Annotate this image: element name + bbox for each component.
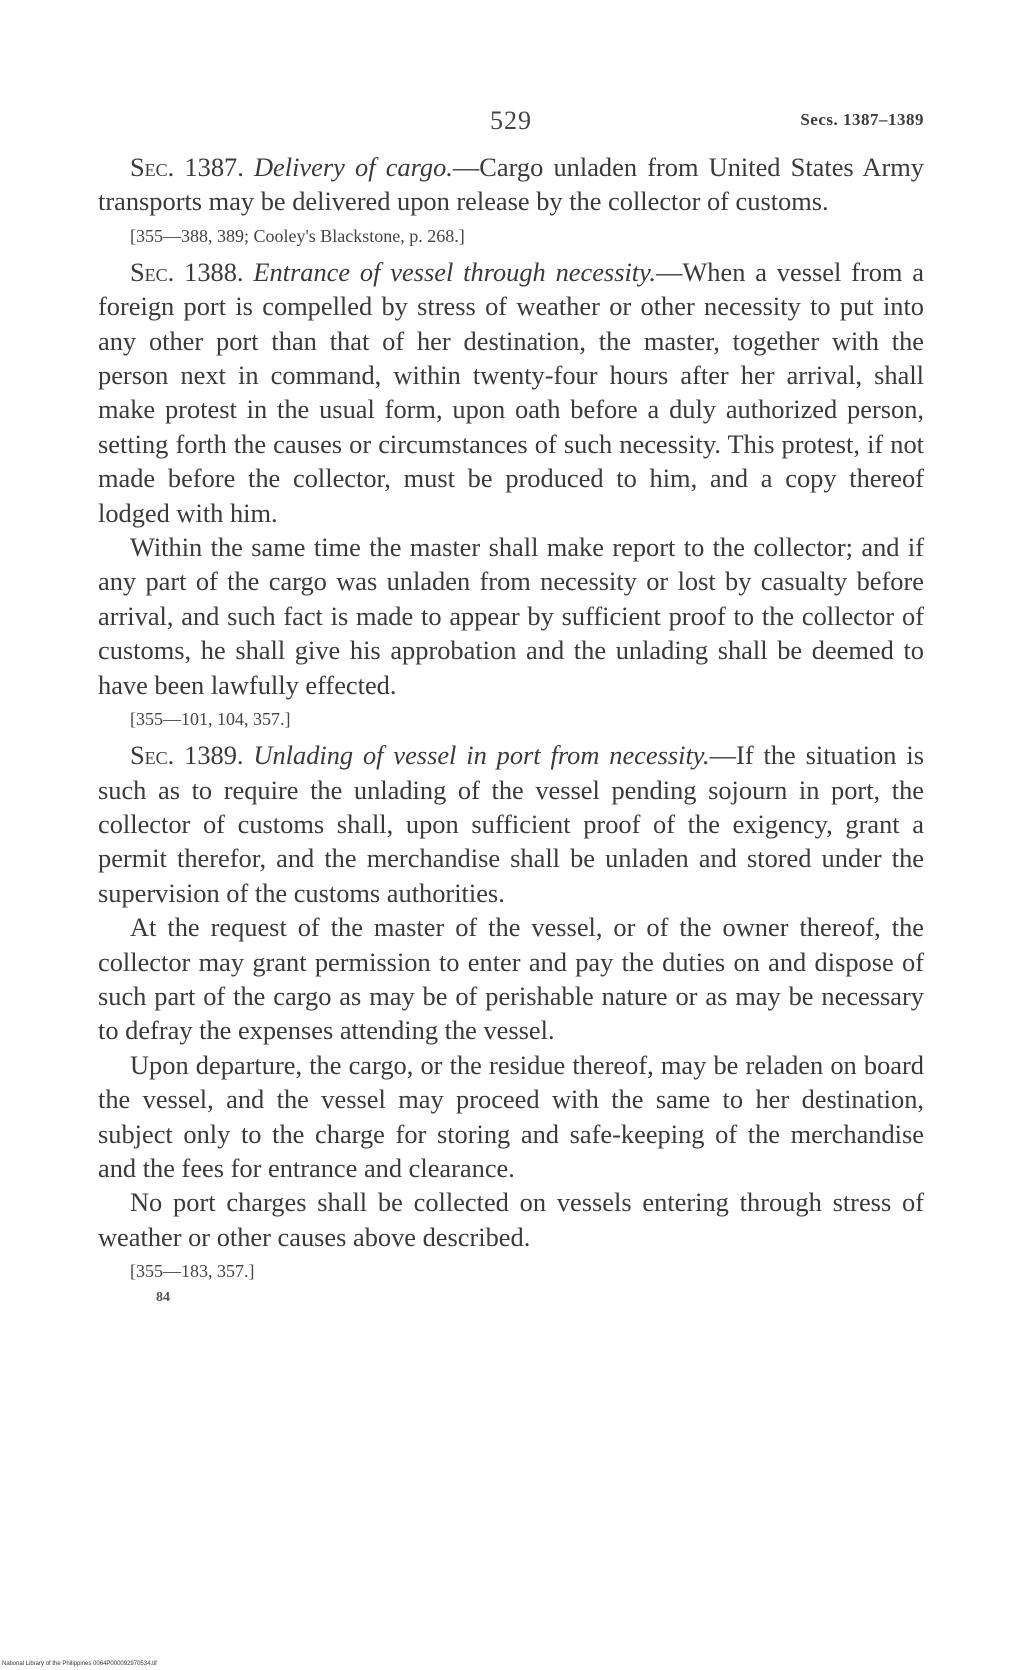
page-header — [98, 100, 924, 150]
paragraph: At the request of the master of the vessel, or of the owner thereof, the collector may grant permission to enter and pay the duties on and dispose of such part of the cargo as may be of perishable nature or as may be necessary to defray the expenses attending the vessel. — [98, 912, 924, 1046]
document-page — [98, 100, 924, 1306]
citation: [355—388, 389; Cooley's Blackstone, p. 268.] — [130, 225, 465, 246]
paragraph-text: —When a vessel from a foreign port is compelled by stress of weather or other necessity to put into any other port than that of her destination, the master, together with the person next in command, within twenty-four hours after her arrival, shall make protest in the usual form, upon oath before a duly authorized person, setting forth the causes or circumstances of such necessity. This protest, if not made before the collector, must be produced to him, and a copy thereof lodged with him. — [98, 256, 924, 528]
section-title: Unlading of vessel in port from necessity. — [253, 740, 710, 771]
citation: [355—101, 104, 357.] — [130, 709, 291, 730]
paragraph: Upon departure, the cargo, or the residue thereof, may be reladen on board the vessel, and the vessel may proceed with the same to her destination, subject only to the charge for storing and safe-keeping of the merchandise and the fees for entrance and clearance. — [98, 1049, 924, 1183]
paragraph: Within the same time the master shall make report to the collector; and if any part of the cargo was unladen from necessity or lost by casualty before arrival, and such fact is made to appear by sufficient proof to the collector of customs, he shall give his approbation and the unlading shall be deemed to have been lawfully effected. — [98, 532, 924, 700]
running-head: Secs. 1387–1389 — [800, 110, 924, 129]
section-1387 — [98, 150, 924, 251]
paragraph-text: —Cargo unladen from United States Army transports may be delivered upon release by the collector of customs. — [98, 152, 924, 217]
signature-mark: 84 — [156, 1290, 170, 1306]
section-paragraph — [98, 255, 924, 530]
section-label: Sec. 1388. — [130, 256, 244, 287]
section-label: Sec. 1387. — [130, 152, 244, 182]
section-label: Sec. 1389. — [130, 740, 244, 771]
section-title: Entrance of vessel through necessity. — [253, 256, 656, 287]
paragraph: No port charges shall be collected on vessels entering through stress of weather or other causes above described. — [98, 1187, 924, 1252]
section-paragraph — [98, 738, 924, 910]
section-1389 — [98, 738, 924, 1286]
section-1388 — [98, 255, 924, 734]
section-paragraph — [98, 150, 924, 219]
page-number: 529 — [490, 106, 532, 135]
citation: [355—183, 357.] — [130, 1261, 255, 1282]
library-stamp: National Library of the Philippines 0064P000092970534.tif — [2, 1661, 157, 1667]
section-title: Delivery of cargo. — [254, 152, 453, 182]
paragraph-text: —If the situation is such as to require the unlading of the vessel pending sojourn in port, the collector of customs shall, upon sufficient proof of the exigency, grant a permit therefor, and the merchandise shall be unladen and stored under the supervision of the customs authorities. — [98, 740, 924, 908]
